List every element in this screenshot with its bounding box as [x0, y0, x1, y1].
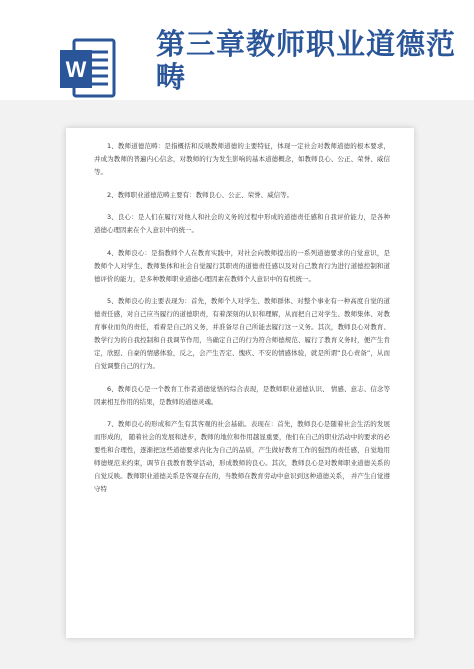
document-body	[94, 140, 390, 506]
paragraph-6: 6、教师良心是一个教育工作者道德觉悟的综合表现，是教师职业道德认识、 情感、意志、信念等因素相互作用的结果，是教师的道德灵魂。	[94, 384, 390, 406]
word-icon-letter: W	[65, 57, 87, 82]
page-title: 第三章教师职业道德范畴	[156, 27, 457, 94]
word-icon	[60, 38, 116, 98]
paragraph-5: 5、教师良心的主要表现为：首先，教师个人对学生、教师群体、对整个事业有一种高度自觉的道德责任感，对自己应当履行的道德职责，有着深刻的认识和理解，从而把自己对学生、教师集体、对教育事业而负的责任，看着是自己的义务，并准备尽自己所能去履行这一义务。其次，教师良心对教育、教学行为的自我控制和自我调节作用，当确定自己的行为符合师德规范、履行了教育义务时，便产生肯定，欣慰、自豪的情感体验，反之，会产生否定、愧疚、不安的情感体验，就是所谓“良心责备”，从而自觉调整自己的行为。	[94, 297, 390, 370]
paragraph-1: 1、教师道德范畴：是指概括和反映教师道德的主要特征，体现一定社会对教师道德的根本要求，并成为教师的普遍内心信念，对教师的行为发生影响的基本道德概念，如教师良心、公正、荣誉、威信等。	[94, 142, 390, 176]
document-page	[66, 128, 414, 638]
paragraph-7: 7、教师良心的形成和产生有其客观的社会基础。表现在：首先，教师良心是随着社会生活的发展而形成的， 随着社会的发展和进步，教师的地位和作用越显重要，他们在自己的职业活动中的要求的必要性和合理性，逐渐把这些道德要求内化为自己的品质，产生做好教育工作的强烈的责任感，自觉地用师德规范来约束，调节自我教育教学活动，形成教师的良心。其次，教师良心是对教师职业道德关系的自觉反映。教师职业道德关系是客观存在的，当教师在教育劳动中意识到这种道德关系， 并产生自觉遵守特	[94, 420, 390, 493]
paragraph-4: 4、教师良心：是指教师个人在教育实践中，对社会向教师提出的一系列道德要求的自觉意识，是教师个人对学生、教师集体和社会自觉履行其职责的道德责任感以及对自己教育行为进行道德控制和道德评价的能力，是多种教师职业道德心理因素在教师个人意识中的有机统一。	[94, 248, 390, 283]
paragraph-2: 2、教师职业道德范畴主要有：教师良心、公正、荣誉、威信等。	[107, 190, 294, 199]
header-banner	[0, 0, 474, 108]
paragraph-3: 3、良心：是人们在履行对他人和社会的义务的过程中形成的道德责任感和自我评价能力，是各种道德心理因素在个人意识中的统一。	[94, 213, 390, 234]
